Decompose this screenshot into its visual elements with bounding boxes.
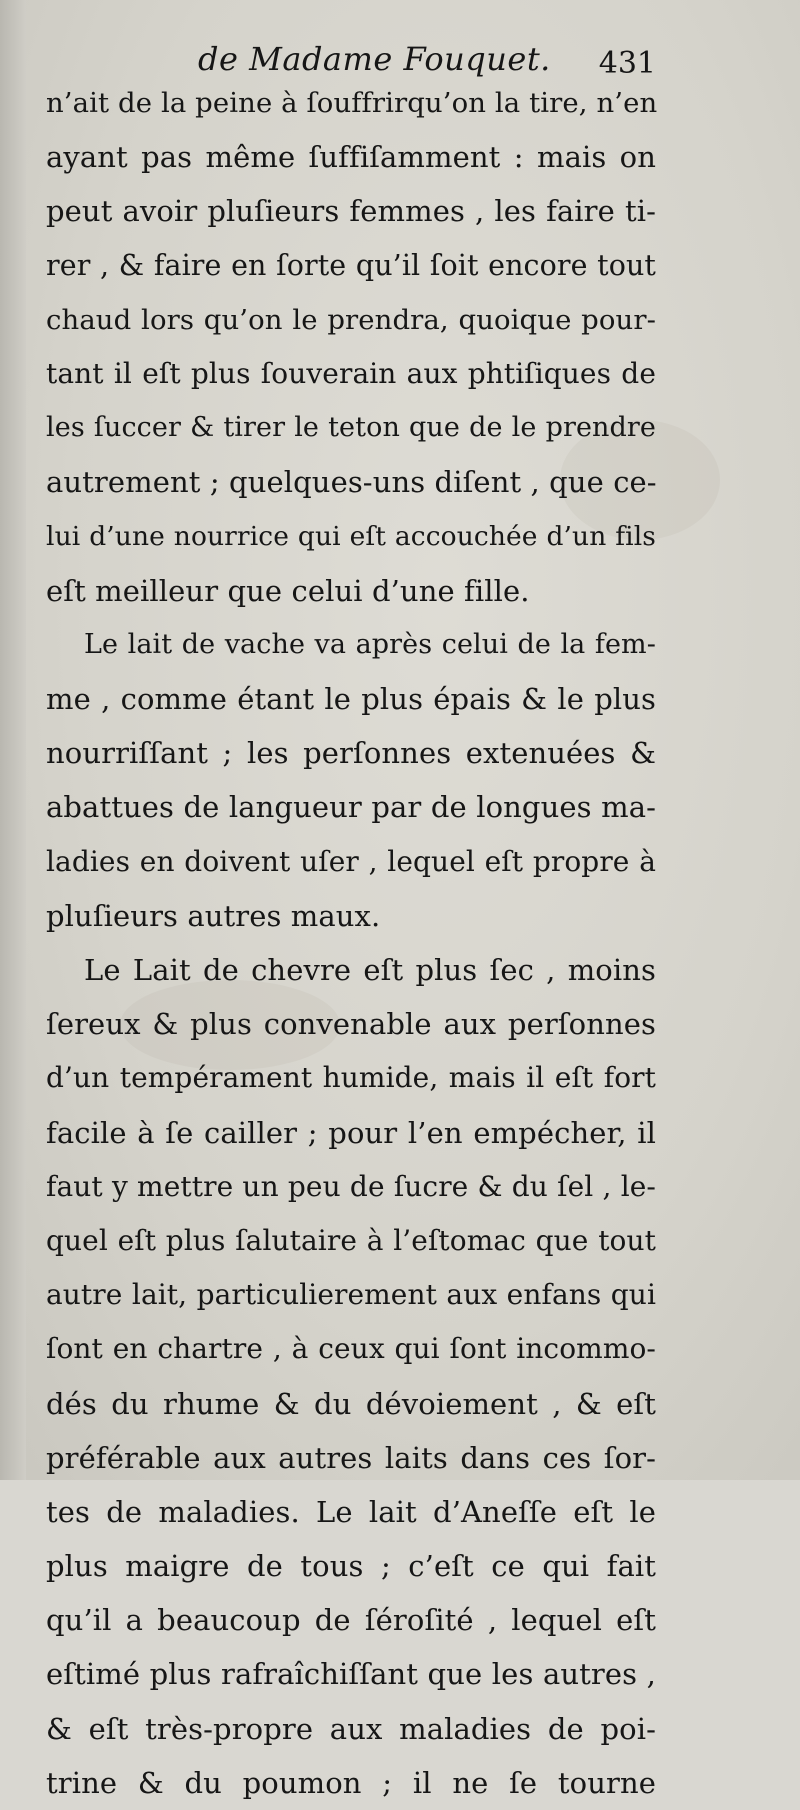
text-line: lui d’une nourrice qui eſt accouchée d’un fils bbox=[46, 520, 656, 552]
text-line: chaud lors qu’on le prendra, quoique pour- bbox=[46, 303, 656, 336]
text-line: ayant pas même ſuffiſamment : mais on bbox=[46, 140, 656, 175]
text-line: plus maigre de tous ; c’eſt ce qui fait bbox=[46, 1549, 656, 1584]
text-line: rer , & faire en ſorte qu’il ſoit encore tout bbox=[46, 248, 656, 282]
page-gutter bbox=[0, 0, 26, 1480]
text-line: eſt meilleur que celui d’une fille. bbox=[46, 573, 530, 608]
text-line: & eſt très-propre aux maladies de poi- bbox=[46, 1711, 656, 1746]
text-line: facile à ſe cailler ; pour l’en empécher, il bbox=[46, 1115, 656, 1150]
text-line: Le lait de vache va après celui de la fem- bbox=[84, 628, 656, 660]
text-line: trine & du poumon ; il ne ſe tourne bbox=[46, 1765, 656, 1800]
text-line: faut y mettre un peu de ſucre & du ſel , le- bbox=[46, 1169, 656, 1203]
text-line: qu’il a beaucoup de ſéroſité , lequel eſt bbox=[46, 1603, 656, 1638]
text-line: ſont en chartre , à ceux qui ſont incommo- bbox=[46, 1332, 656, 1366]
text-line: abattues de langueur par de longues ma- bbox=[46, 790, 656, 825]
text-line: autrement ; quelques-uns diſent , que ce- bbox=[46, 465, 657, 500]
page-number: 431 bbox=[598, 46, 656, 81]
text-line: Le Lait de chevre eſt plus ſec , moins bbox=[84, 953, 656, 987]
text-line: tes de maladies. Le lait d’Aneſſe eſt le bbox=[46, 1494, 656, 1529]
text-line: ladies en doivent uſer , lequel eſt propre à bbox=[46, 844, 656, 878]
text-line: me , comme étant le plus épais & le plus bbox=[46, 682, 656, 717]
text-line: peut avoir pluſieurs femmes , les faire ti- bbox=[46, 194, 656, 229]
text-line: les ſuccer & tirer le teton que de le prendre bbox=[46, 412, 656, 444]
text-line: préférable aux autres laits dans ces ſor- bbox=[46, 1440, 656, 1475]
text-line: eſtimé plus rafraîchiſſant que les autres , bbox=[46, 1657, 656, 1692]
text-line: d’un tempérament humide, mais il eſt fort bbox=[46, 1061, 656, 1095]
text-line: tant il eſt plus ſouverain aux phtiſiques de bbox=[46, 356, 656, 390]
text-line: dés du rhume & du dévoiement , & eſt bbox=[46, 1386, 656, 1421]
text-line: nourriſſant ; les perſonnes extenuées & bbox=[46, 736, 656, 771]
text-line: ſereux & plus convenable aux perſonnes bbox=[46, 1007, 656, 1042]
text-line: autre lait, particulierement aux enfans qui bbox=[46, 1278, 656, 1312]
text-line: pluſieurs autres maux. bbox=[46, 898, 381, 933]
running-head: de Madame Fouquet. bbox=[198, 40, 551, 78]
text-line: quel eſt plus ſalutaire à l’eſtomac que tout bbox=[46, 1223, 656, 1257]
body-text bbox=[46, 76, 656, 1810]
text-line: n’ait de la peine à ſouffrirqu’on la tire, n’en bbox=[46, 87, 658, 119]
